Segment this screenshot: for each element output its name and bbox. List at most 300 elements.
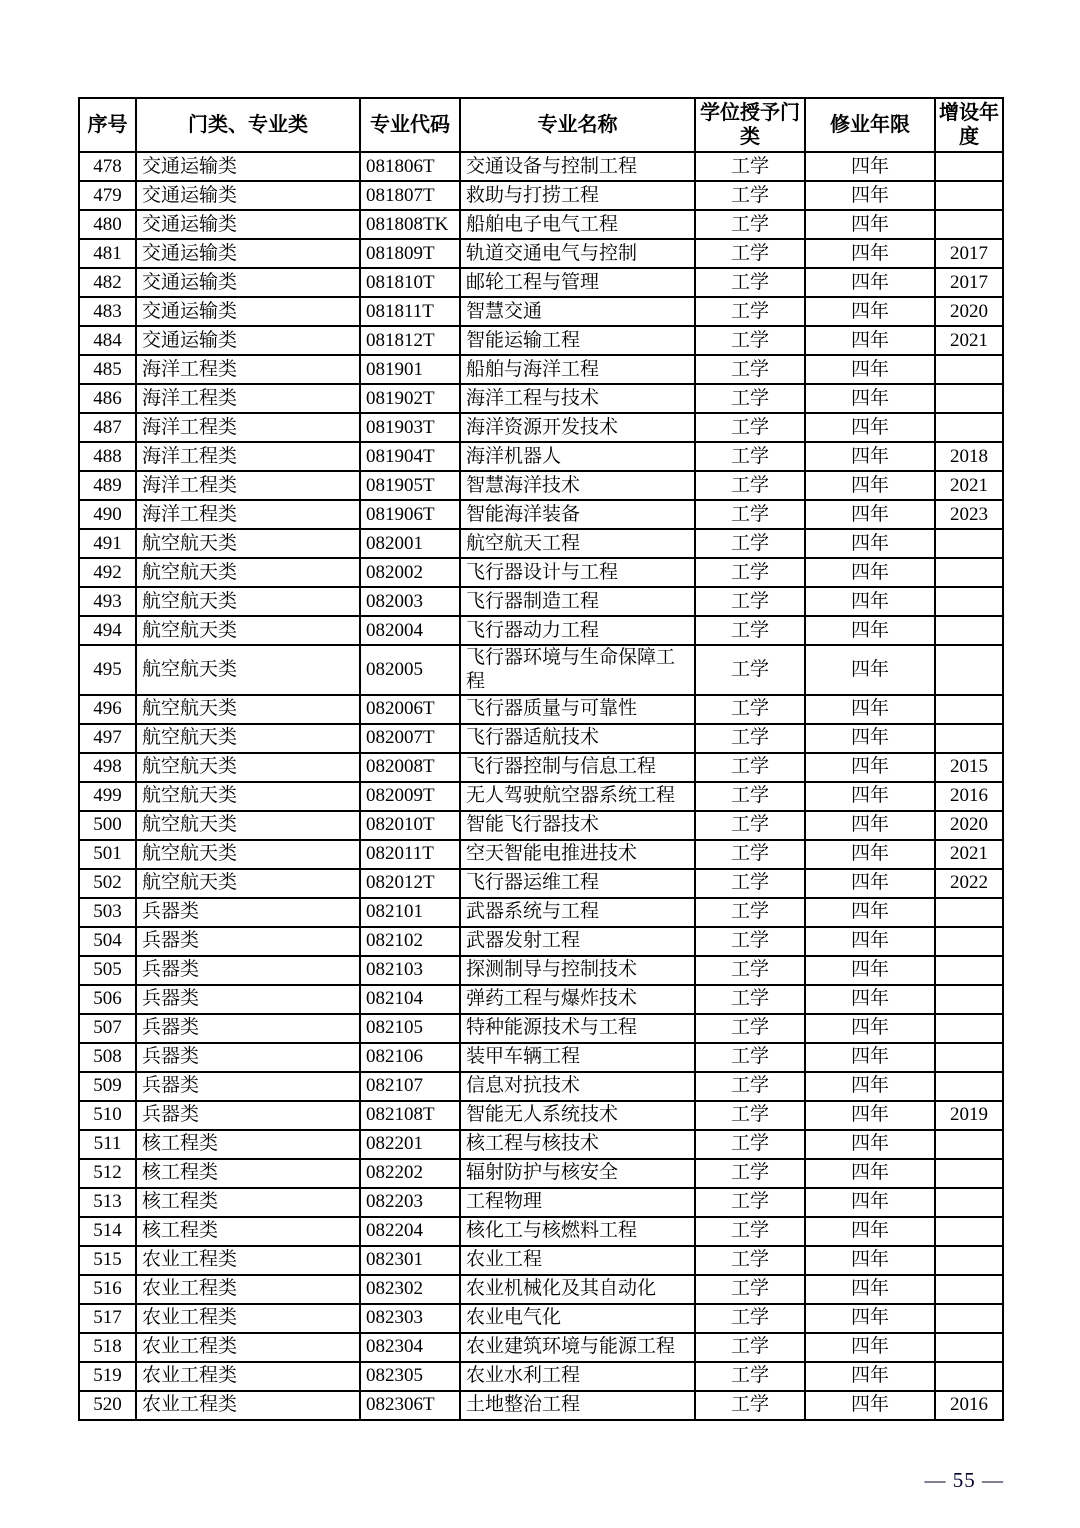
cell-duration: 四年 xyxy=(805,210,935,239)
cell-code: 082002 xyxy=(360,558,460,587)
cell-seq: 507 xyxy=(79,1014,136,1043)
cell-duration: 四年 xyxy=(805,782,935,811)
cell-name: 飞行器适航技术 xyxy=(460,724,695,753)
cell-name: 装甲车辆工程 xyxy=(460,1043,695,1072)
cell-seq: 503 xyxy=(79,898,136,927)
cell-duration: 四年 xyxy=(805,297,935,326)
table-row xyxy=(79,471,1003,500)
cell-seq: 508 xyxy=(79,1043,136,1072)
cell-year-added: 2015 xyxy=(935,753,1003,782)
cell-code: 082004 xyxy=(360,616,460,645)
cell-year-added: 2016 xyxy=(935,1391,1003,1420)
cell-duration: 四年 xyxy=(805,558,935,587)
table-row xyxy=(79,384,1003,413)
cell-seq: 489 xyxy=(79,471,136,500)
cell-degree: 工学 xyxy=(695,500,805,529)
cell-degree: 工学 xyxy=(695,1217,805,1246)
cell-seq: 501 xyxy=(79,840,136,869)
table-row xyxy=(79,1362,1003,1391)
cell-category: 交通运输类 xyxy=(136,181,360,210)
majors-table xyxy=(78,97,1004,1421)
cell-year-added xyxy=(935,927,1003,956)
cell-category: 农业工程类 xyxy=(136,1246,360,1275)
cell-duration: 四年 xyxy=(805,1275,935,1304)
table-row xyxy=(79,1391,1003,1420)
cell-name: 智慧海洋技术 xyxy=(460,471,695,500)
cell-seq: 486 xyxy=(79,384,136,413)
cell-duration: 四年 xyxy=(805,268,935,297)
cell-year-added xyxy=(935,985,1003,1014)
cell-seq: 485 xyxy=(79,355,136,384)
cell-year-added: 2016 xyxy=(935,782,1003,811)
cell-seq: 514 xyxy=(79,1217,136,1246)
cell-seq: 515 xyxy=(79,1246,136,1275)
cell-degree: 工学 xyxy=(695,268,805,297)
table-row xyxy=(79,181,1003,210)
cell-seq: 518 xyxy=(79,1333,136,1362)
table-row xyxy=(79,1246,1003,1275)
table-row xyxy=(79,1275,1003,1304)
cell-degree: 工学 xyxy=(695,695,805,724)
cell-category: 兵器类 xyxy=(136,927,360,956)
cell-name: 空天智能电推进技术 xyxy=(460,840,695,869)
cell-name: 智能飞行器技术 xyxy=(460,811,695,840)
cell-seq: 495 xyxy=(79,645,136,695)
cell-duration: 四年 xyxy=(805,724,935,753)
cell-name: 飞行器控制与信息工程 xyxy=(460,753,695,782)
cell-seq: 516 xyxy=(79,1275,136,1304)
cell-duration: 四年 xyxy=(805,753,935,782)
cell-seq: 513 xyxy=(79,1188,136,1217)
cell-category: 兵器类 xyxy=(136,1101,360,1130)
table-row xyxy=(79,1159,1003,1188)
cell-category: 兵器类 xyxy=(136,1072,360,1101)
table-row xyxy=(79,1304,1003,1333)
cell-year-added xyxy=(935,724,1003,753)
cell-degree: 工学 xyxy=(695,753,805,782)
cell-seq: 497 xyxy=(79,724,136,753)
cell-name: 智能海洋装备 xyxy=(460,500,695,529)
cell-category: 航空航天类 xyxy=(136,724,360,753)
cell-degree: 工学 xyxy=(695,529,805,558)
cell-year-added xyxy=(935,1333,1003,1362)
cell-name: 飞行器环境与生命保障工程 xyxy=(460,645,695,695)
cell-code: 081809T xyxy=(360,239,460,268)
cell-degree: 工学 xyxy=(695,1101,805,1130)
cell-duration: 四年 xyxy=(805,1188,935,1217)
cell-category: 核工程类 xyxy=(136,1217,360,1246)
cell-year-added xyxy=(935,898,1003,927)
table-row xyxy=(79,927,1003,956)
cell-degree: 工学 xyxy=(695,587,805,616)
cell-category: 交通运输类 xyxy=(136,152,360,181)
cell-year-added xyxy=(935,210,1003,239)
cell-name: 海洋机器人 xyxy=(460,442,695,471)
cell-degree: 工学 xyxy=(695,442,805,471)
cell-year-added: 2021 xyxy=(935,471,1003,500)
cell-duration: 四年 xyxy=(805,471,935,500)
cell-year-added xyxy=(935,413,1003,442)
cell-seq: 479 xyxy=(79,181,136,210)
cell-category: 核工程类 xyxy=(136,1130,360,1159)
cell-degree: 工学 xyxy=(695,413,805,442)
cell-name: 农业电气化 xyxy=(460,1304,695,1333)
cell-category: 航空航天类 xyxy=(136,811,360,840)
cell-seq: 482 xyxy=(79,268,136,297)
col-header-category: 门类、专业类 xyxy=(136,98,360,152)
col-header-name: 专业名称 xyxy=(460,98,695,152)
table-row xyxy=(79,326,1003,355)
cell-duration: 四年 xyxy=(805,181,935,210)
cell-name: 特种能源技术与工程 xyxy=(460,1014,695,1043)
table-row xyxy=(79,210,1003,239)
cell-name: 船舶与海洋工程 xyxy=(460,355,695,384)
cell-seq: 478 xyxy=(79,152,136,181)
cell-name: 弹药工程与爆炸技术 xyxy=(460,985,695,1014)
cell-year-added: 2017 xyxy=(935,239,1003,268)
cell-name: 交通设备与控制工程 xyxy=(460,152,695,181)
table-row xyxy=(79,956,1003,985)
cell-year-added: 2017 xyxy=(935,268,1003,297)
cell-degree: 工学 xyxy=(695,1159,805,1188)
cell-degree: 工学 xyxy=(695,384,805,413)
cell-name: 工程物理 xyxy=(460,1188,695,1217)
cell-year-added xyxy=(935,1159,1003,1188)
cell-degree: 工学 xyxy=(695,782,805,811)
cell-category: 交通运输类 xyxy=(136,297,360,326)
cell-code: 082001 xyxy=(360,529,460,558)
table-row xyxy=(79,1072,1003,1101)
cell-name: 智慧交通 xyxy=(460,297,695,326)
table-row xyxy=(79,645,1003,695)
cell-seq: 509 xyxy=(79,1072,136,1101)
table-body xyxy=(79,152,1003,1420)
cell-degree: 工学 xyxy=(695,471,805,500)
cell-category: 航空航天类 xyxy=(136,587,360,616)
cell-duration: 四年 xyxy=(805,1246,935,1275)
cell-year-added xyxy=(935,587,1003,616)
cell-duration: 四年 xyxy=(805,616,935,645)
cell-code: 082204 xyxy=(360,1217,460,1246)
cell-code: 081811T xyxy=(360,297,460,326)
cell-code: 082203 xyxy=(360,1188,460,1217)
cell-category: 农业工程类 xyxy=(136,1362,360,1391)
col-header-seq: 序号 xyxy=(79,98,136,152)
cell-duration: 四年 xyxy=(805,355,935,384)
cell-seq: 492 xyxy=(79,558,136,587)
cell-category: 兵器类 xyxy=(136,985,360,1014)
cell-seq: 481 xyxy=(79,239,136,268)
cell-duration: 四年 xyxy=(805,413,935,442)
cell-seq: 505 xyxy=(79,956,136,985)
cell-degree: 工学 xyxy=(695,898,805,927)
table-row xyxy=(79,811,1003,840)
cell-name: 飞行器制造工程 xyxy=(460,587,695,616)
cell-year-added xyxy=(935,616,1003,645)
cell-duration: 四年 xyxy=(805,1130,935,1159)
cell-degree: 工学 xyxy=(695,1246,805,1275)
cell-year-added xyxy=(935,1014,1003,1043)
cell-seq: 487 xyxy=(79,413,136,442)
cell-degree: 工学 xyxy=(695,1043,805,1072)
cell-category: 核工程类 xyxy=(136,1188,360,1217)
cell-year-added: 2019 xyxy=(935,1101,1003,1130)
cell-seq: 506 xyxy=(79,985,136,1014)
cell-year-added xyxy=(935,1362,1003,1391)
cell-code: 081810T xyxy=(360,268,460,297)
cell-name: 武器发射工程 xyxy=(460,927,695,956)
cell-degree: 工学 xyxy=(695,985,805,1014)
cell-category: 农业工程类 xyxy=(136,1391,360,1420)
cell-degree: 工学 xyxy=(695,1188,805,1217)
cell-name: 农业水利工程 xyxy=(460,1362,695,1391)
cell-code: 082303 xyxy=(360,1304,460,1333)
cell-seq: 488 xyxy=(79,442,136,471)
table-row xyxy=(79,1014,1003,1043)
cell-duration: 四年 xyxy=(805,956,935,985)
table-row xyxy=(79,985,1003,1014)
cell-year-added xyxy=(935,956,1003,985)
cell-degree: 工学 xyxy=(695,239,805,268)
cell-seq: 484 xyxy=(79,326,136,355)
cell-duration: 四年 xyxy=(805,1333,935,1362)
cell-degree: 工学 xyxy=(695,152,805,181)
cell-duration: 四年 xyxy=(805,1159,935,1188)
cell-year-added: 2018 xyxy=(935,442,1003,471)
cell-duration: 四年 xyxy=(805,152,935,181)
cell-duration: 四年 xyxy=(805,811,935,840)
cell-category: 兵器类 xyxy=(136,956,360,985)
cell-name: 武器系统与工程 xyxy=(460,898,695,927)
cell-category: 交通运输类 xyxy=(136,326,360,355)
cell-code: 081808TK xyxy=(360,210,460,239)
cell-year-added xyxy=(935,152,1003,181)
cell-duration: 四年 xyxy=(805,587,935,616)
table-row xyxy=(79,558,1003,587)
cell-category: 航空航天类 xyxy=(136,840,360,869)
cell-degree: 工学 xyxy=(695,927,805,956)
cell-duration: 四年 xyxy=(805,869,935,898)
cell-category: 交通运输类 xyxy=(136,268,360,297)
cell-duration: 四年 xyxy=(805,695,935,724)
cell-year-added xyxy=(935,529,1003,558)
cell-name: 农业建筑环境与能源工程 xyxy=(460,1333,695,1362)
table-row xyxy=(79,616,1003,645)
cell-year-added xyxy=(935,645,1003,695)
table-row xyxy=(79,1130,1003,1159)
cell-seq: 520 xyxy=(79,1391,136,1420)
cell-degree: 工学 xyxy=(695,1130,805,1159)
table-row xyxy=(79,1217,1003,1246)
cell-seq: 496 xyxy=(79,695,136,724)
cell-duration: 四年 xyxy=(805,1043,935,1072)
cell-name: 辐射防护与核安全 xyxy=(460,1159,695,1188)
cell-category: 航空航天类 xyxy=(136,869,360,898)
cell-name: 信息对抗技术 xyxy=(460,1072,695,1101)
cell-seq: 491 xyxy=(79,529,136,558)
cell-code: 082010T xyxy=(360,811,460,840)
cell-code: 082304 xyxy=(360,1333,460,1362)
table-row xyxy=(79,297,1003,326)
cell-code: 081906T xyxy=(360,500,460,529)
table-row xyxy=(79,724,1003,753)
cell-category: 农业工程类 xyxy=(136,1275,360,1304)
cell-code: 082011T xyxy=(360,840,460,869)
table-row xyxy=(79,753,1003,782)
cell-degree: 工学 xyxy=(695,210,805,239)
cell-seq: 483 xyxy=(79,297,136,326)
cell-year-added xyxy=(935,1304,1003,1333)
cell-code: 082201 xyxy=(360,1130,460,1159)
table-row xyxy=(79,782,1003,811)
cell-duration: 四年 xyxy=(805,326,935,355)
cell-year-added: 2020 xyxy=(935,811,1003,840)
cell-duration: 四年 xyxy=(805,898,935,927)
cell-code: 081901 xyxy=(360,355,460,384)
cell-seq: 490 xyxy=(79,500,136,529)
cell-name: 飞行器运维工程 xyxy=(460,869,695,898)
cell-category: 农业工程类 xyxy=(136,1304,360,1333)
cell-degree: 工学 xyxy=(695,1072,805,1101)
cell-year-added xyxy=(935,558,1003,587)
cell-seq: 499 xyxy=(79,782,136,811)
cell-category: 航空航天类 xyxy=(136,695,360,724)
cell-code: 081905T xyxy=(360,471,460,500)
cell-duration: 四年 xyxy=(805,840,935,869)
cell-name: 智能运输工程 xyxy=(460,326,695,355)
cell-seq: 510 xyxy=(79,1101,136,1130)
cell-category: 航空航天类 xyxy=(136,558,360,587)
table-row xyxy=(79,840,1003,869)
cell-name: 海洋工程与技术 xyxy=(460,384,695,413)
cell-duration: 四年 xyxy=(805,927,935,956)
cell-name: 农业机械化及其自动化 xyxy=(460,1275,695,1304)
cell-code: 082007T xyxy=(360,724,460,753)
cell-category: 兵器类 xyxy=(136,1043,360,1072)
cell-name: 船舶电子电气工程 xyxy=(460,210,695,239)
table-row xyxy=(79,413,1003,442)
cell-code: 082302 xyxy=(360,1275,460,1304)
cell-code: 081806T xyxy=(360,152,460,181)
cell-code: 082008T xyxy=(360,753,460,782)
cell-category: 交通运输类 xyxy=(136,239,360,268)
cell-seq: 493 xyxy=(79,587,136,616)
cell-category: 海洋工程类 xyxy=(136,355,360,384)
cell-name: 探测制导与控制技术 xyxy=(460,956,695,985)
cell-degree: 工学 xyxy=(695,724,805,753)
col-header-year-added: 增设年度 xyxy=(935,98,1003,152)
cell-seq: 480 xyxy=(79,210,136,239)
col-header-code: 专业代码 xyxy=(360,98,460,152)
cell-seq: 504 xyxy=(79,927,136,956)
cell-duration: 四年 xyxy=(805,500,935,529)
cell-seq: 498 xyxy=(79,753,136,782)
cell-seq: 500 xyxy=(79,811,136,840)
cell-seq: 512 xyxy=(79,1159,136,1188)
table-row xyxy=(79,442,1003,471)
cell-duration: 四年 xyxy=(805,239,935,268)
cell-year-added xyxy=(935,1130,1003,1159)
cell-category: 航空航天类 xyxy=(136,529,360,558)
cell-duration: 四年 xyxy=(805,529,935,558)
cell-code: 081807T xyxy=(360,181,460,210)
cell-duration: 四年 xyxy=(805,1304,935,1333)
cell-name: 航空航天工程 xyxy=(460,529,695,558)
cell-code: 082107 xyxy=(360,1072,460,1101)
cell-year-added xyxy=(935,181,1003,210)
cell-name: 飞行器质量与可靠性 xyxy=(460,695,695,724)
cell-duration: 四年 xyxy=(805,1217,935,1246)
table-row xyxy=(79,268,1003,297)
cell-duration: 四年 xyxy=(805,985,935,1014)
table-row xyxy=(79,152,1003,181)
cell-year-added xyxy=(935,695,1003,724)
table-row xyxy=(79,500,1003,529)
cell-year-added xyxy=(935,1188,1003,1217)
cell-year-added: 2023 xyxy=(935,500,1003,529)
cell-name: 核工程与核技术 xyxy=(460,1130,695,1159)
cell-code: 082102 xyxy=(360,927,460,956)
cell-degree: 工学 xyxy=(695,1362,805,1391)
table-row xyxy=(79,587,1003,616)
cell-year-added xyxy=(935,1275,1003,1304)
table-row xyxy=(79,695,1003,724)
cell-year-added xyxy=(935,1246,1003,1275)
cell-code: 082105 xyxy=(360,1014,460,1043)
cell-degree: 工学 xyxy=(695,616,805,645)
cell-category: 兵器类 xyxy=(136,1014,360,1043)
cell-name: 海洋资源开发技术 xyxy=(460,413,695,442)
cell-code: 082305 xyxy=(360,1362,460,1391)
cell-seq: 517 xyxy=(79,1304,136,1333)
cell-category: 航空航天类 xyxy=(136,753,360,782)
cell-code: 082012T xyxy=(360,869,460,898)
cell-category: 核工程类 xyxy=(136,1159,360,1188)
cell-code: 081904T xyxy=(360,442,460,471)
cell-code: 082108T xyxy=(360,1101,460,1130)
table-row xyxy=(79,1333,1003,1362)
cell-code: 081903T xyxy=(360,413,460,442)
cell-seq: 511 xyxy=(79,1130,136,1159)
cell-category: 海洋工程类 xyxy=(136,471,360,500)
cell-name: 轨道交通电气与控制 xyxy=(460,239,695,268)
cell-degree: 工学 xyxy=(695,297,805,326)
cell-degree: 工学 xyxy=(695,326,805,355)
cell-duration: 四年 xyxy=(805,442,935,471)
cell-category: 海洋工程类 xyxy=(136,500,360,529)
cell-name: 智能无人系统技术 xyxy=(460,1101,695,1130)
cell-degree: 工学 xyxy=(695,1304,805,1333)
col-header-duration: 修业年限 xyxy=(805,98,935,152)
cell-code: 082104 xyxy=(360,985,460,1014)
col-header-degree: 学位授予门类 xyxy=(695,98,805,152)
table-row xyxy=(79,869,1003,898)
cell-duration: 四年 xyxy=(805,384,935,413)
cell-year-added: 2020 xyxy=(935,297,1003,326)
cell-category: 航空航天类 xyxy=(136,782,360,811)
cell-name: 邮轮工程与管理 xyxy=(460,268,695,297)
cell-code: 081902T xyxy=(360,384,460,413)
cell-name: 飞行器动力工程 xyxy=(460,616,695,645)
cell-code: 082202 xyxy=(360,1159,460,1188)
cell-degree: 工学 xyxy=(695,558,805,587)
cell-year-added xyxy=(935,1043,1003,1072)
cell-duration: 四年 xyxy=(805,1391,935,1420)
table-row xyxy=(79,1101,1003,1130)
cell-year-added: 2021 xyxy=(935,326,1003,355)
cell-duration: 四年 xyxy=(805,645,935,695)
table-header-row xyxy=(79,98,1003,152)
